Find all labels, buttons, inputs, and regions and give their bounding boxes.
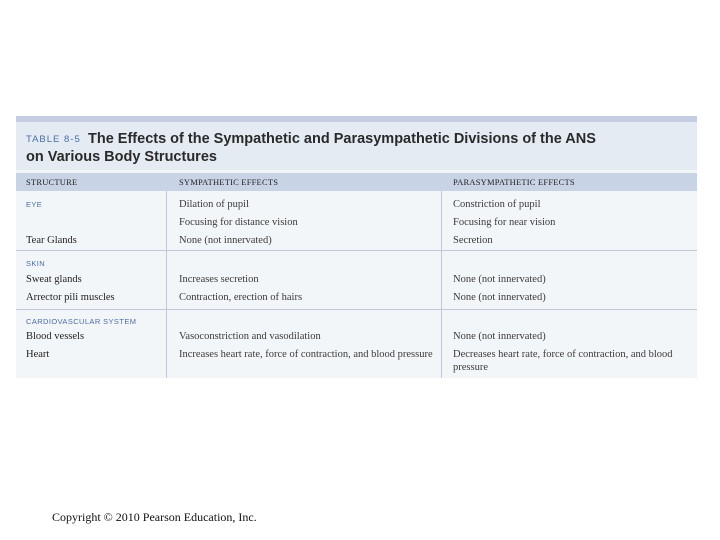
section-heading-skin: SKIN — [26, 259, 46, 268]
header-structure: STRUCTURE — [26, 177, 78, 187]
section-divider — [16, 250, 697, 251]
header-sympathetic: SYMPATHETIC EFFECTS — [179, 177, 279, 187]
copyright-notice: Copyright © 2010 Pearson Education, Inc. — [52, 510, 257, 524]
header-parasympathetic: PARASYMPATHETIC EFFECTS — [453, 177, 575, 187]
table-cell: Increases heart rate, force of contraction, and blood pressure — [179, 349, 433, 360]
table-header-row — [16, 173, 697, 191]
section-heading-eye: EYE — [26, 200, 43, 209]
table-cell: None (not innervated) — [179, 235, 272, 246]
section-heading-cardiovascular: CARDIOVASCULAR SYSTEM — [26, 317, 137, 326]
table-cell: Focusing for distance vision — [179, 217, 298, 228]
ans-effects-table — [16, 116, 697, 378]
table-title — [26, 130, 686, 166]
table-title-area — [16, 122, 697, 170]
table-cell-structure: Blood vessels — [26, 331, 85, 342]
table-cell: Secretion — [453, 235, 493, 246]
table-cell: Decreases heart rate, force of contraction, and blood pressure — [453, 349, 673, 373]
table-cell: Constriction of pupil — [453, 199, 541, 210]
table-cell: None (not innervated) — [453, 292, 546, 303]
table-cell: None (not innervated) — [453, 331, 546, 342]
table-cell-structure: Arrector pili muscles — [26, 292, 115, 303]
table-cell-structure: Tear Glands — [26, 235, 77, 246]
table-cell: Vasoconstriction and vasodilation — [179, 331, 321, 342]
table-label: TABLE 8-5 — [26, 134, 81, 145]
table-title-line-1: The Effects of the Sympathetic and Parasympathetic Divisions of the ANS — [88, 131, 596, 147]
table-cell-structure: Heart — [26, 349, 50, 360]
column-divider — [441, 191, 442, 378]
table-cell: Dilation of pupil — [179, 199, 249, 210]
table-title-line-2: on Various Body Structures — [26, 149, 217, 165]
table-cell-structure: Sweat glands — [26, 274, 82, 285]
column-divider — [166, 191, 167, 378]
table-cell: Increases secretion — [179, 274, 259, 285]
table-cell: Focusing for near vision — [453, 217, 556, 228]
table-cell: Contraction, erection of hairs — [179, 292, 303, 303]
table-cell: None (not innervated) — [453, 274, 546, 285]
section-divider — [16, 309, 697, 310]
